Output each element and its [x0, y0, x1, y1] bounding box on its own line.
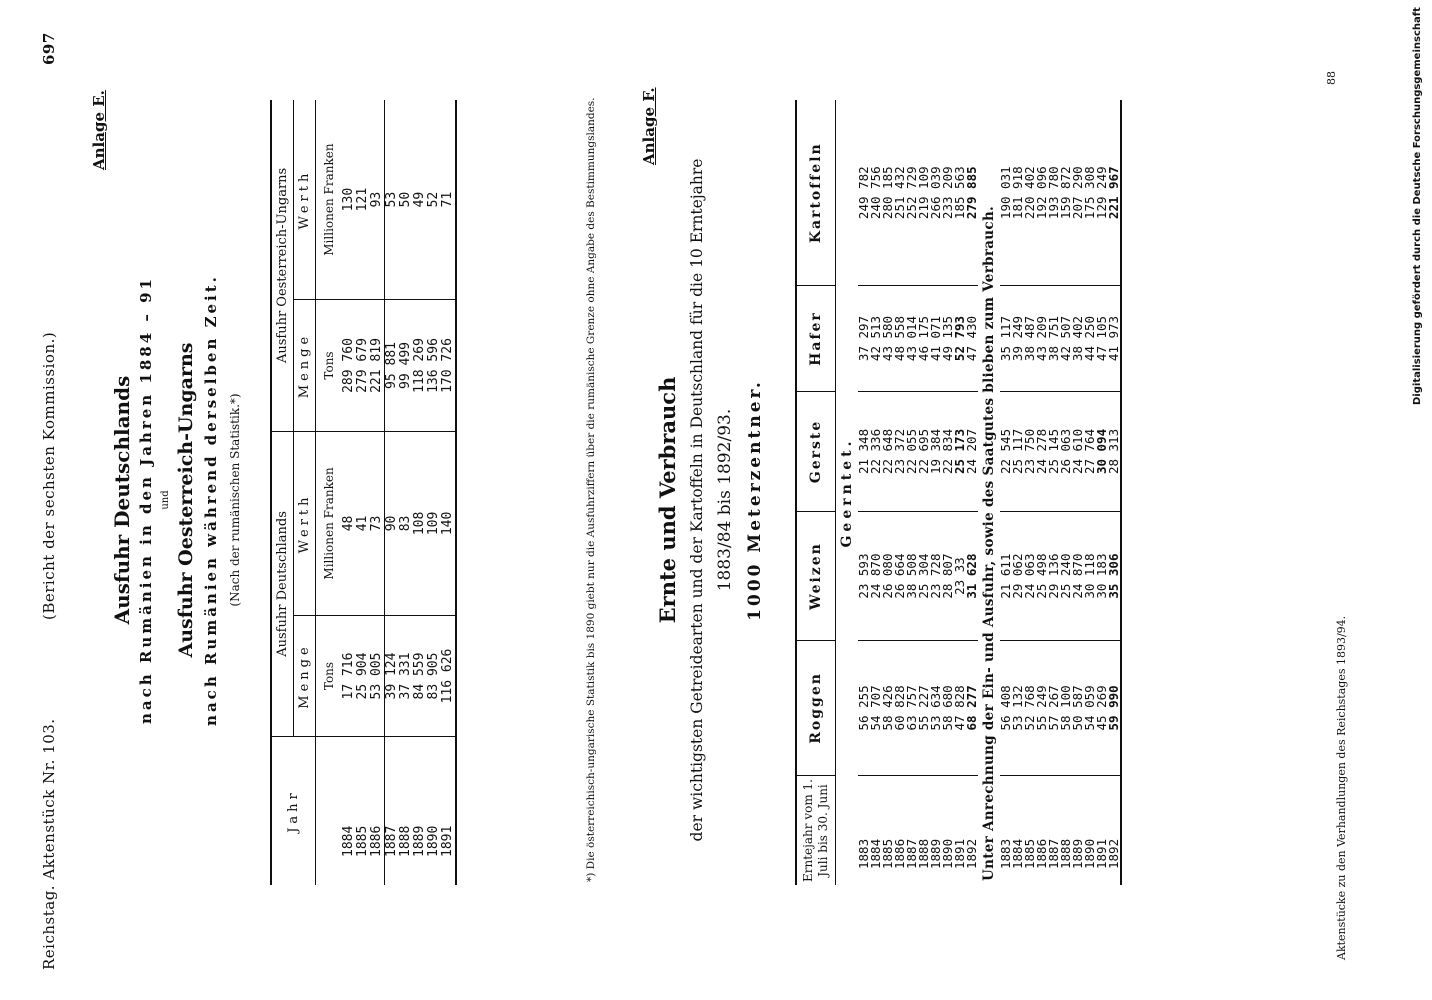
table-row: [385, 100, 400, 885]
cell-jahr: 1888: [398, 825, 413, 857]
cell-weizen: 29 062: [1012, 512, 1024, 640]
col-de-werth: Werth: [294, 431, 316, 615]
cell-jahr: 1886: [1034, 838, 1049, 869]
cell-roggen: 53 132: [1012, 640, 1024, 775]
cell-jahr: 1891: [1094, 838, 1109, 869]
cell-at-menge: 118 269: [413, 300, 427, 432]
cell-jahr: 1886: [892, 838, 907, 869]
section-verbrauch-label: Unter Anrechnung der Ein- und Ausfuhr, sowie des Saatgutes blieben zum Verbrauch.: [981, 205, 997, 881]
cell-at-menge: 136 596: [427, 300, 441, 432]
col-jahr: Jahr: [271, 737, 316, 886]
cell-jahr: 1885: [1022, 838, 1037, 869]
group-ausfuhr-deutschlands: Ausfuhr Deutschlands: [271, 431, 294, 736]
cell-weizen: 26 080: [882, 512, 894, 640]
anlage-e-title-5: (Nach der rumänischen Statistik.*): [228, 393, 242, 607]
cell-hafer: 52 793: [954, 286, 966, 391]
cell-jahr: 1884: [868, 838, 883, 869]
footnote: *) Die österreichisch-ungarische Statistik bis 1890 giebt nur die Ausfuhrziffern über die rumänische Grenze ohne Angabe des Bestimmungslandes.: [585, 97, 597, 882]
cell-de-menge: 116 626: [441, 616, 456, 737]
cell-weizen: 31 628: [966, 512, 978, 640]
cell-roggen: 54 707: [870, 640, 882, 775]
table-row: [1108, 100, 1121, 885]
col-roggen: Roggen: [796, 640, 836, 775]
table-ausfuhr: [270, 100, 457, 885]
cell-roggen: 47 828: [954, 640, 966, 775]
cell-jahr: 1885: [880, 838, 895, 869]
cell-hafer: 49 135: [942, 286, 954, 391]
cell-kartoffeln: 181 918: [1012, 100, 1024, 286]
cell-gerste: 23 372: [894, 391, 906, 512]
anlage-e-title-1: Ausfuhr Deutschlands: [110, 375, 134, 625]
cell-roggen: 50 587: [1072, 640, 1084, 775]
col-at-menge: Menge: [294, 300, 316, 432]
cell-kartoffeln: 266 039: [930, 100, 942, 286]
table-row: [342, 100, 356, 885]
cell-jahr: 1890: [426, 825, 441, 857]
cell-roggen: 59 990: [1108, 640, 1121, 775]
cell-weizen: 28 807: [942, 512, 954, 640]
table-row: [441, 100, 456, 885]
cell-de-werth: 90: [385, 431, 400, 615]
cell-weizen: 23 593: [858, 512, 870, 640]
cell-roggen: 56 408: [1000, 640, 1012, 775]
cell-gerste: 26 063: [1060, 391, 1072, 512]
cell-kartoffeln: 221 967: [1108, 100, 1121, 286]
cell-weizen: 35 306: [1108, 512, 1121, 640]
table-ausfuhr-body: [316, 100, 457, 885]
cell-weizen: 23 728: [930, 512, 942, 640]
cell-weizen: 23 33: [954, 512, 966, 640]
cell-at-werth: 71: [441, 100, 456, 300]
cell-hafer: 38 751: [1048, 286, 1060, 391]
cell-jahr: 1889: [412, 825, 427, 857]
cell-jahr: 1883: [856, 838, 871, 869]
cell-hafer: 41 071: [930, 286, 942, 391]
cell-weizen: 25 304: [918, 512, 930, 640]
cell-gerste: 24 278: [1036, 391, 1048, 512]
cell-de-werth: 83: [399, 431, 413, 615]
cell-hafer: 43 580: [882, 286, 894, 391]
cell-jahr: 1891: [440, 825, 455, 857]
table-row: [370, 100, 385, 885]
anlage-e-label: Anlage E.: [90, 90, 108, 170]
cell-kartoffeln: 159 872: [1060, 100, 1072, 286]
cell-roggen: 53 634: [930, 640, 942, 775]
cell-de-werth: 41: [356, 431, 370, 615]
cell-jahr: 1892: [964, 838, 979, 869]
header-left: Reichstag. Aktenstück Nr. 103.: [40, 718, 58, 970]
cell-weizen: 24 870: [870, 512, 882, 640]
page-number: 697: [40, 32, 58, 65]
unit-at-mio: Millionen Franken: [316, 100, 343, 300]
cell-gerste: 25 145: [1048, 391, 1060, 512]
cell-at-menge: 170 726: [441, 300, 456, 432]
cell-gerste: 22 834: [942, 391, 954, 512]
cell-roggen: 52 768: [1024, 640, 1036, 775]
cell-hafer: 47 430: [966, 286, 978, 391]
cell-hafer: 38 487: [1024, 286, 1036, 391]
footer-right: 88: [1325, 71, 1338, 85]
col-hafer: Hafer: [796, 286, 836, 391]
cell-jahr: 1890: [940, 838, 955, 869]
cell-de-werth: 109: [427, 431, 441, 615]
cell-kartoffeln: 251 432: [894, 100, 906, 286]
col-kartoffeln: Kartoffeln: [796, 100, 836, 286]
cell-kartoffeln: 185 563: [954, 100, 966, 286]
cell-jahr: 1886: [369, 825, 384, 857]
unit-de-mio: Millionen Franken: [316, 431, 343, 615]
cell-hafer: 47 105: [1096, 286, 1108, 391]
unit-blank: [316, 737, 343, 886]
cell-roggen: 55 249: [1036, 640, 1048, 775]
cell-jahr: 1891: [952, 838, 967, 869]
table-row: [427, 100, 441, 885]
cell-hafer: 39 249: [1012, 286, 1024, 391]
cell-gerste: 22 648: [882, 391, 894, 512]
cell-hafer: 43 014: [906, 286, 918, 391]
cell-at-werth: 130: [342, 100, 356, 300]
cell-gerste: 22 336: [870, 391, 882, 512]
cell-kartoffeln: 175 308: [1084, 100, 1096, 286]
cell-at-menge: 279 679: [356, 300, 370, 432]
cell-at-menge: 221 819: [370, 300, 385, 432]
cell-gerste: 22 695: [918, 391, 930, 512]
cell-at-menge: 99 499: [399, 300, 413, 432]
cell-de-menge: 25 904: [356, 616, 370, 737]
cell-at-werth: 121: [356, 100, 370, 300]
cell-at-werth: 53: [385, 100, 400, 300]
anlage-f-title-2: der wichtigsten Getreidearten und der Kartoffeln in Deutschland für die 10 Erntejahre: [688, 158, 706, 842]
cell-jahr: 1887: [904, 838, 919, 869]
cell-at-werth: 52: [427, 100, 441, 300]
cell-roggen: 45 269: [1096, 640, 1108, 775]
cell-gerste: 28 313: [1108, 391, 1121, 512]
cell-gerste: 19 384: [930, 391, 942, 512]
cell-kartoffeln: 279 885: [966, 100, 978, 286]
section-verbrauch: [978, 100, 1000, 885]
header-center: (Bericht der sechsten Kommission.): [40, 331, 58, 620]
cell-de-werth: 48: [342, 431, 356, 615]
cell-roggen: 57 267: [1048, 640, 1060, 775]
cell-at-werth: 49: [413, 100, 427, 300]
cell-jahr: 1889: [928, 838, 943, 869]
anlage-e-title-2: nach Rumänien in den Jahren 1884 – 91: [137, 276, 155, 724]
cell-kartoffeln: 219 109: [918, 100, 930, 286]
col-weizen: Weizen: [796, 512, 836, 640]
cell-roggen: 54 059: [1084, 640, 1096, 775]
cell-gerste: 21 348: [858, 391, 870, 512]
cell-at-menge: 289 760: [342, 300, 356, 432]
cell-hafer: 35 117: [1000, 286, 1012, 391]
dfg-watermark-text: [1412, 0, 1423, 405]
col-at-werth: Werth: [294, 100, 316, 300]
anlage-e-title-und: und: [160, 490, 171, 510]
cell-kartoffeln: 240 756: [870, 100, 882, 286]
table-ernte-body: [836, 100, 1122, 885]
cell-jahr: 1887: [1046, 838, 1061, 869]
col-erntejahr: Erntejahr vom 1. Juli bis 30. Juni: [796, 776, 836, 886]
cell-weizen: 29 136: [1048, 512, 1060, 640]
cell-gerste: 24 610: [1072, 391, 1084, 512]
cell-gerste: 22 055: [906, 391, 918, 512]
cell-kartoffeln: 220 402: [1024, 100, 1036, 286]
cell-de-menge: 37 331: [399, 616, 413, 737]
cell-hafer: 42 513: [870, 286, 882, 391]
footer-left: Aktenstücke zu den Verhandlungen des Reichstages 1893/94.: [1335, 615, 1348, 960]
table-ernte: [795, 100, 1122, 885]
cell-roggen: 58 426: [882, 640, 894, 775]
cell-de-werth: 140: [441, 431, 456, 615]
cell-jahr: 1892: [1106, 838, 1121, 869]
cell-weizen: 30 183: [1096, 512, 1108, 640]
cell-gerste: 22 545: [1000, 391, 1012, 512]
anlage-f-title-4: 1000 Meterzentner.: [745, 379, 765, 621]
cell-jahr: 1888: [1058, 838, 1073, 869]
section-geerntet: [836, 100, 859, 885]
cell-de-menge: 39 124: [385, 616, 400, 737]
cell-weizen: 25 498: [1036, 512, 1048, 640]
cell-de-werth: 73: [370, 431, 385, 615]
cell-kartoffeln: 207 290: [1072, 100, 1084, 286]
cell-roggen: 60 828: [894, 640, 906, 775]
unit-at-tons: Tons: [316, 300, 343, 432]
cell-hafer: 44 250: [1084, 286, 1096, 391]
cell-weizen: 25 240: [1060, 512, 1072, 640]
cell-jahr: 1883: [998, 838, 1013, 869]
cell-kartoffeln: 249 782: [858, 100, 870, 286]
cell-weizen: 30 118: [1084, 512, 1096, 640]
unit-de-tons: Tons: [316, 616, 343, 737]
cell-gerste: 25 173: [954, 391, 966, 512]
cell-de-menge: 83 905: [427, 616, 441, 737]
cell-kartoffeln: 190 031: [1000, 100, 1012, 286]
cell-roggen: 56 255: [858, 640, 870, 775]
anlage-e-title-4: nach Rumänien während derselben Zeit.: [202, 274, 220, 726]
cell-gerste: 23 750: [1024, 391, 1036, 512]
cell-de-menge: 17 716: [342, 616, 356, 737]
anlage-f-title-1: Ernte und Verbrauch: [655, 376, 680, 624]
cell-roggen: 55 227: [918, 640, 930, 775]
cell-jahr: 1885: [355, 825, 370, 857]
cell-kartoffeln: 192 096: [1036, 100, 1048, 286]
cell-hafer: 46 175: [918, 286, 930, 391]
cell-weizen: 24 063: [1024, 512, 1036, 640]
cell-hafer: 41 973: [1108, 286, 1121, 391]
cell-roggen: 58 100: [1060, 640, 1072, 775]
cell-hafer: 38 402: [1072, 286, 1084, 391]
cell-jahr: 1888: [916, 838, 931, 869]
cell-hafer: 42 507: [1060, 286, 1072, 391]
cell-de-werth: 108: [413, 431, 427, 615]
anlage-f-title-3: 1883/84 bis 1892/93.: [715, 408, 735, 592]
cell-kartoffeln: 193 780: [1048, 100, 1060, 286]
cell-hafer: 48 558: [894, 286, 906, 391]
cell-de-menge: 53 005: [370, 616, 385, 737]
table-row: [399, 100, 413, 885]
cell-weizen: 38 508: [906, 512, 918, 640]
cell-at-menge: 95 881: [385, 300, 400, 432]
table-row: [356, 100, 370, 885]
dfg-watermark-label: Digitalisierung gefördert durch die Deutsche Forschungsgemeinschaft: [1412, 7, 1423, 405]
cell-jahr: 1884: [341, 825, 356, 857]
col-gerste: Gerste: [796, 391, 836, 512]
cell-roggen: 58 680: [942, 640, 954, 775]
cell-jahr: 1884: [1010, 838, 1025, 869]
cell-jahr: 1890: [1082, 838, 1097, 869]
cell-jahr: 1887: [385, 737, 400, 886]
anlage-e-title-3: Ausfuhr Oesterreich-Ungarns: [175, 342, 197, 658]
cell-at-werth: 93: [370, 100, 385, 300]
cell-de-menge: 84 559: [413, 616, 427, 737]
cell-kartoffeln: 252 729: [906, 100, 918, 286]
cell-gerste: 30 094: [1096, 391, 1108, 512]
cell-kartoffeln: 233 209: [942, 100, 954, 286]
cell-hafer: 37 297: [858, 286, 870, 391]
cell-weizen: 26 664: [894, 512, 906, 640]
cell-kartoffeln: 129 249: [1096, 100, 1108, 286]
cell-gerste: 25 117: [1012, 391, 1024, 512]
group-ausfuhr-oesterreich: Ausfuhr Oesterreich-Ungarns: [271, 100, 294, 431]
section-geerntet-label: Geerntet.: [839, 437, 855, 548]
cell-roggen: 63 757: [906, 640, 918, 775]
cell-gerste: 27 764: [1084, 391, 1096, 512]
cell-roggen: 68 277: [966, 640, 978, 775]
cell-jahr: 1889: [1070, 838, 1085, 869]
cell-gerste: 24 207: [966, 391, 978, 512]
table-row: [966, 100, 978, 885]
cell-weizen: 21 611: [1000, 512, 1012, 640]
cell-at-werth: 50: [399, 100, 413, 300]
cell-weizen: 24 870: [1072, 512, 1084, 640]
anlage-f-label: Anlage F.: [640, 87, 658, 165]
table-row: [413, 100, 427, 885]
cell-kartoffeln: 280 185: [882, 100, 894, 286]
cell-hafer: 43 209: [1036, 286, 1048, 391]
col-de-menge: Menge: [294, 616, 316, 737]
